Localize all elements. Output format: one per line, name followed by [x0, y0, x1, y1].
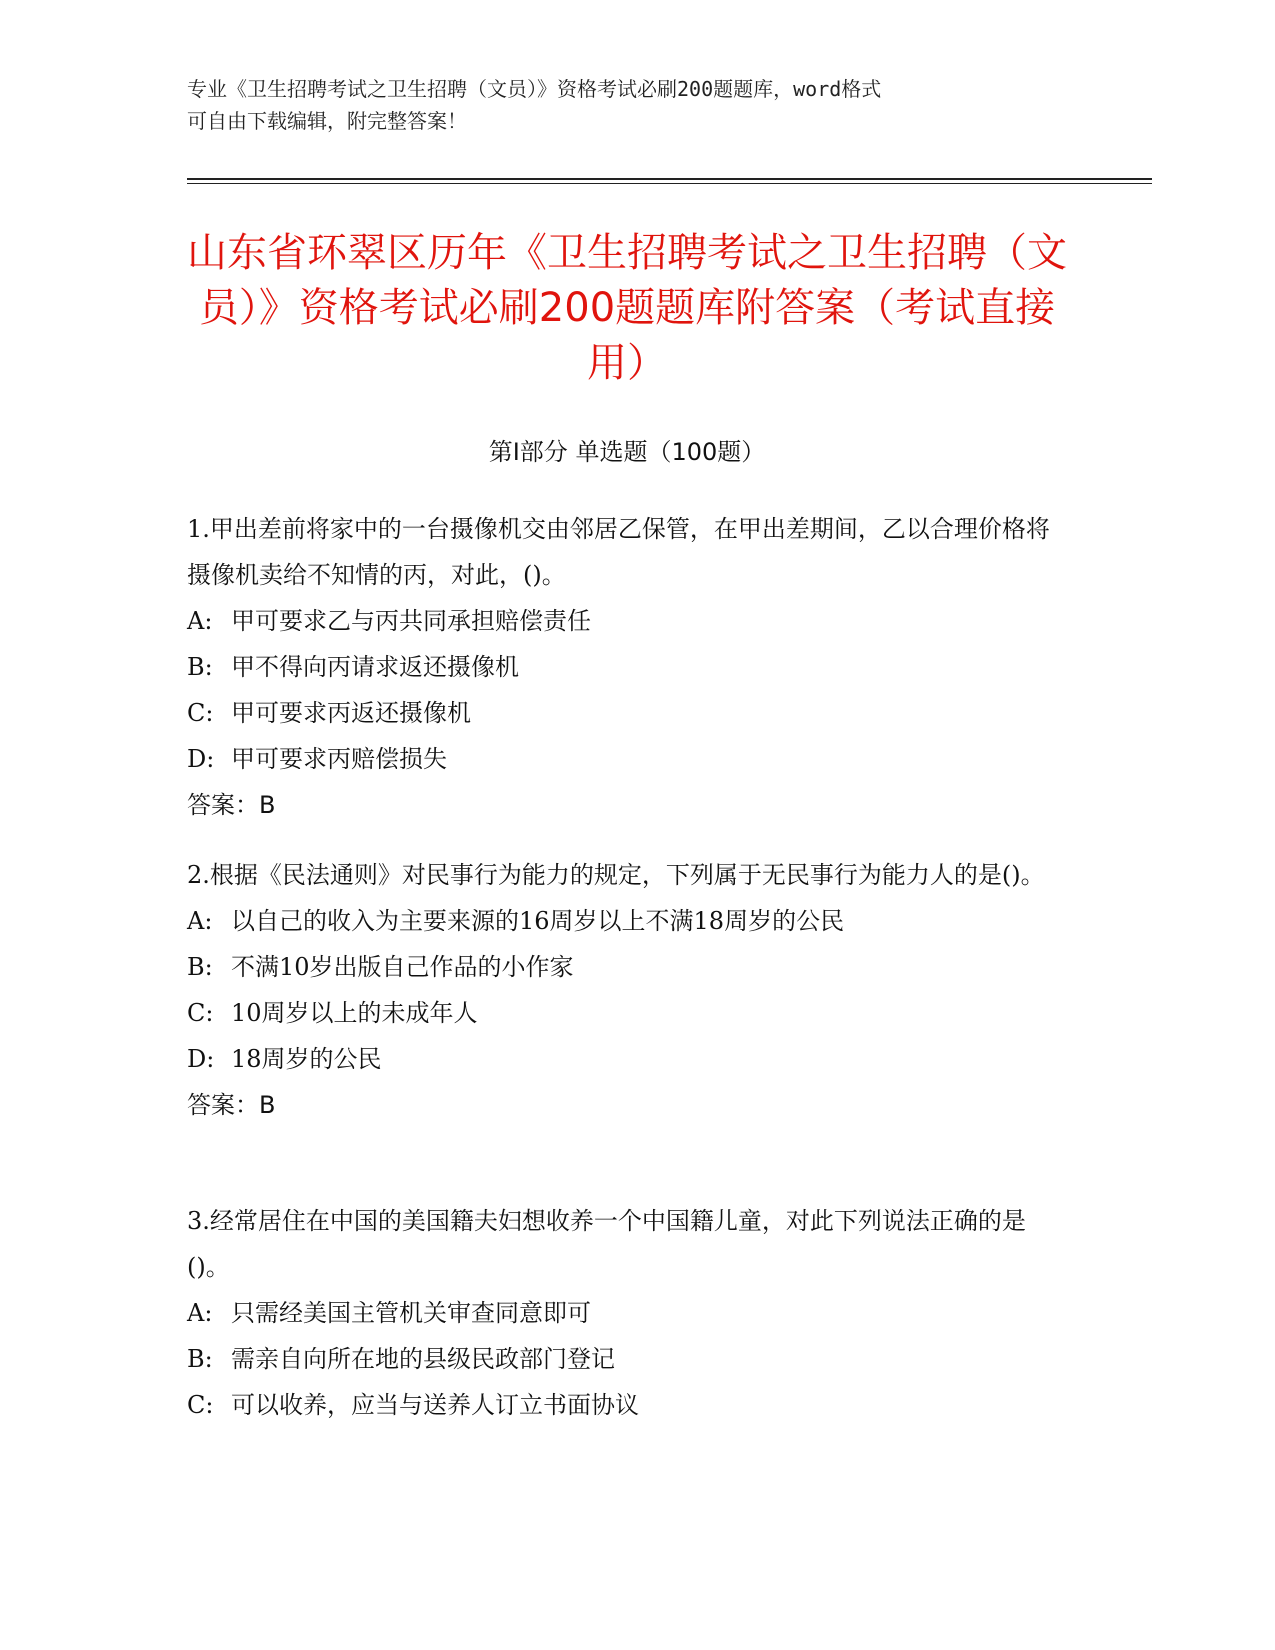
option-a	[187, 898, 1067, 944]
option-a	[187, 598, 1067, 644]
answer-value: B	[259, 1091, 276, 1119]
option-key: D:	[187, 745, 215, 773]
question-1	[187, 506, 1067, 828]
section-heading: 第Ⅰ部分 单选题（100题）	[488, 438, 766, 466]
header-rule-thick	[187, 178, 1152, 180]
option-c	[187, 990, 1067, 1036]
option-b	[187, 1336, 1067, 1382]
option-key: C:	[187, 999, 214, 1027]
option-key: A:	[187, 607, 213, 635]
option-text: 需亲自向所在地的县级民政部门登记	[231, 1345, 615, 1373]
option-text: 以自己的收入为主要来源的16周岁以上不满18周岁的公民	[231, 907, 845, 935]
option-key: D:	[187, 1045, 215, 1073]
option-text: 10周岁以上的未成年人	[231, 999, 478, 1027]
option-a	[187, 1290, 1067, 1336]
option-text: 可以收养，应当与送养人订立书面协议	[231, 1391, 639, 1419]
option-key: B:	[187, 1345, 213, 1373]
option-c	[187, 1382, 1067, 1428]
document-header	[187, 73, 1067, 137]
question-3	[187, 1198, 1067, 1428]
option-text: 甲可要求丙返还摄像机	[231, 699, 471, 727]
option-key: C:	[187, 1391, 214, 1419]
option-key: C:	[187, 699, 214, 727]
option-c	[187, 690, 1067, 736]
option-b	[187, 944, 1067, 990]
option-text: 甲不得向丙请求返还摄像机	[231, 653, 519, 681]
option-key: A:	[187, 907, 213, 935]
option-text: 只需经美国主管机关审查同意即可	[231, 1299, 591, 1327]
option-text: 不满10岁出版自己作品的小作家	[231, 953, 574, 981]
option-text: 甲可要求乙与丙共同承担赔偿责任	[231, 607, 591, 635]
header-line-1: 专业《卫生招聘考试之卫生招聘（文员）》资格考试必刷200题题库，word格式	[187, 77, 882, 101]
answer-label: 答案：	[187, 791, 259, 819]
question-stem: 1.甲出差前将家中的一台摄像机交由邻居乙保管，在甲出差期间，乙以合理价格将摄像机卖给不知情的丙，对此，()。	[187, 515, 1050, 589]
answer-label: 答案：	[187, 1091, 259, 1119]
option-key: B:	[187, 953, 213, 981]
header-line-2: 可自由下载编辑，附完整答案！	[187, 109, 467, 133]
answer-value: B	[259, 791, 276, 819]
option-key: B:	[187, 653, 213, 681]
option-d	[187, 1036, 1067, 1082]
question-stem: 3.经常居住在中国的美国籍夫妇想收养一个中国籍儿童，对此下列说法正确的是()。	[187, 1207, 1026, 1281]
option-b	[187, 644, 1067, 690]
question-2	[187, 852, 1067, 1128]
option-text: 甲可要求丙赔偿损失	[231, 745, 447, 773]
header-rule-thin	[187, 183, 1152, 184]
document-title: 山东省环翠区历年《卫生招聘考试之卫生招聘（文员）》资格考试必刷200题题库附答案（考试直接用）	[187, 230, 1067, 386]
question-stem: 2.根据《民法通则》对民事行为能力的规定，下列属于无民事行为能力人的是()。	[187, 861, 1045, 889]
answer-line	[187, 1082, 1067, 1128]
answer-line	[187, 782, 1067, 828]
option-text: 18周岁的公民	[231, 1045, 382, 1073]
option-d	[187, 736, 1067, 782]
option-key: A:	[187, 1299, 213, 1327]
